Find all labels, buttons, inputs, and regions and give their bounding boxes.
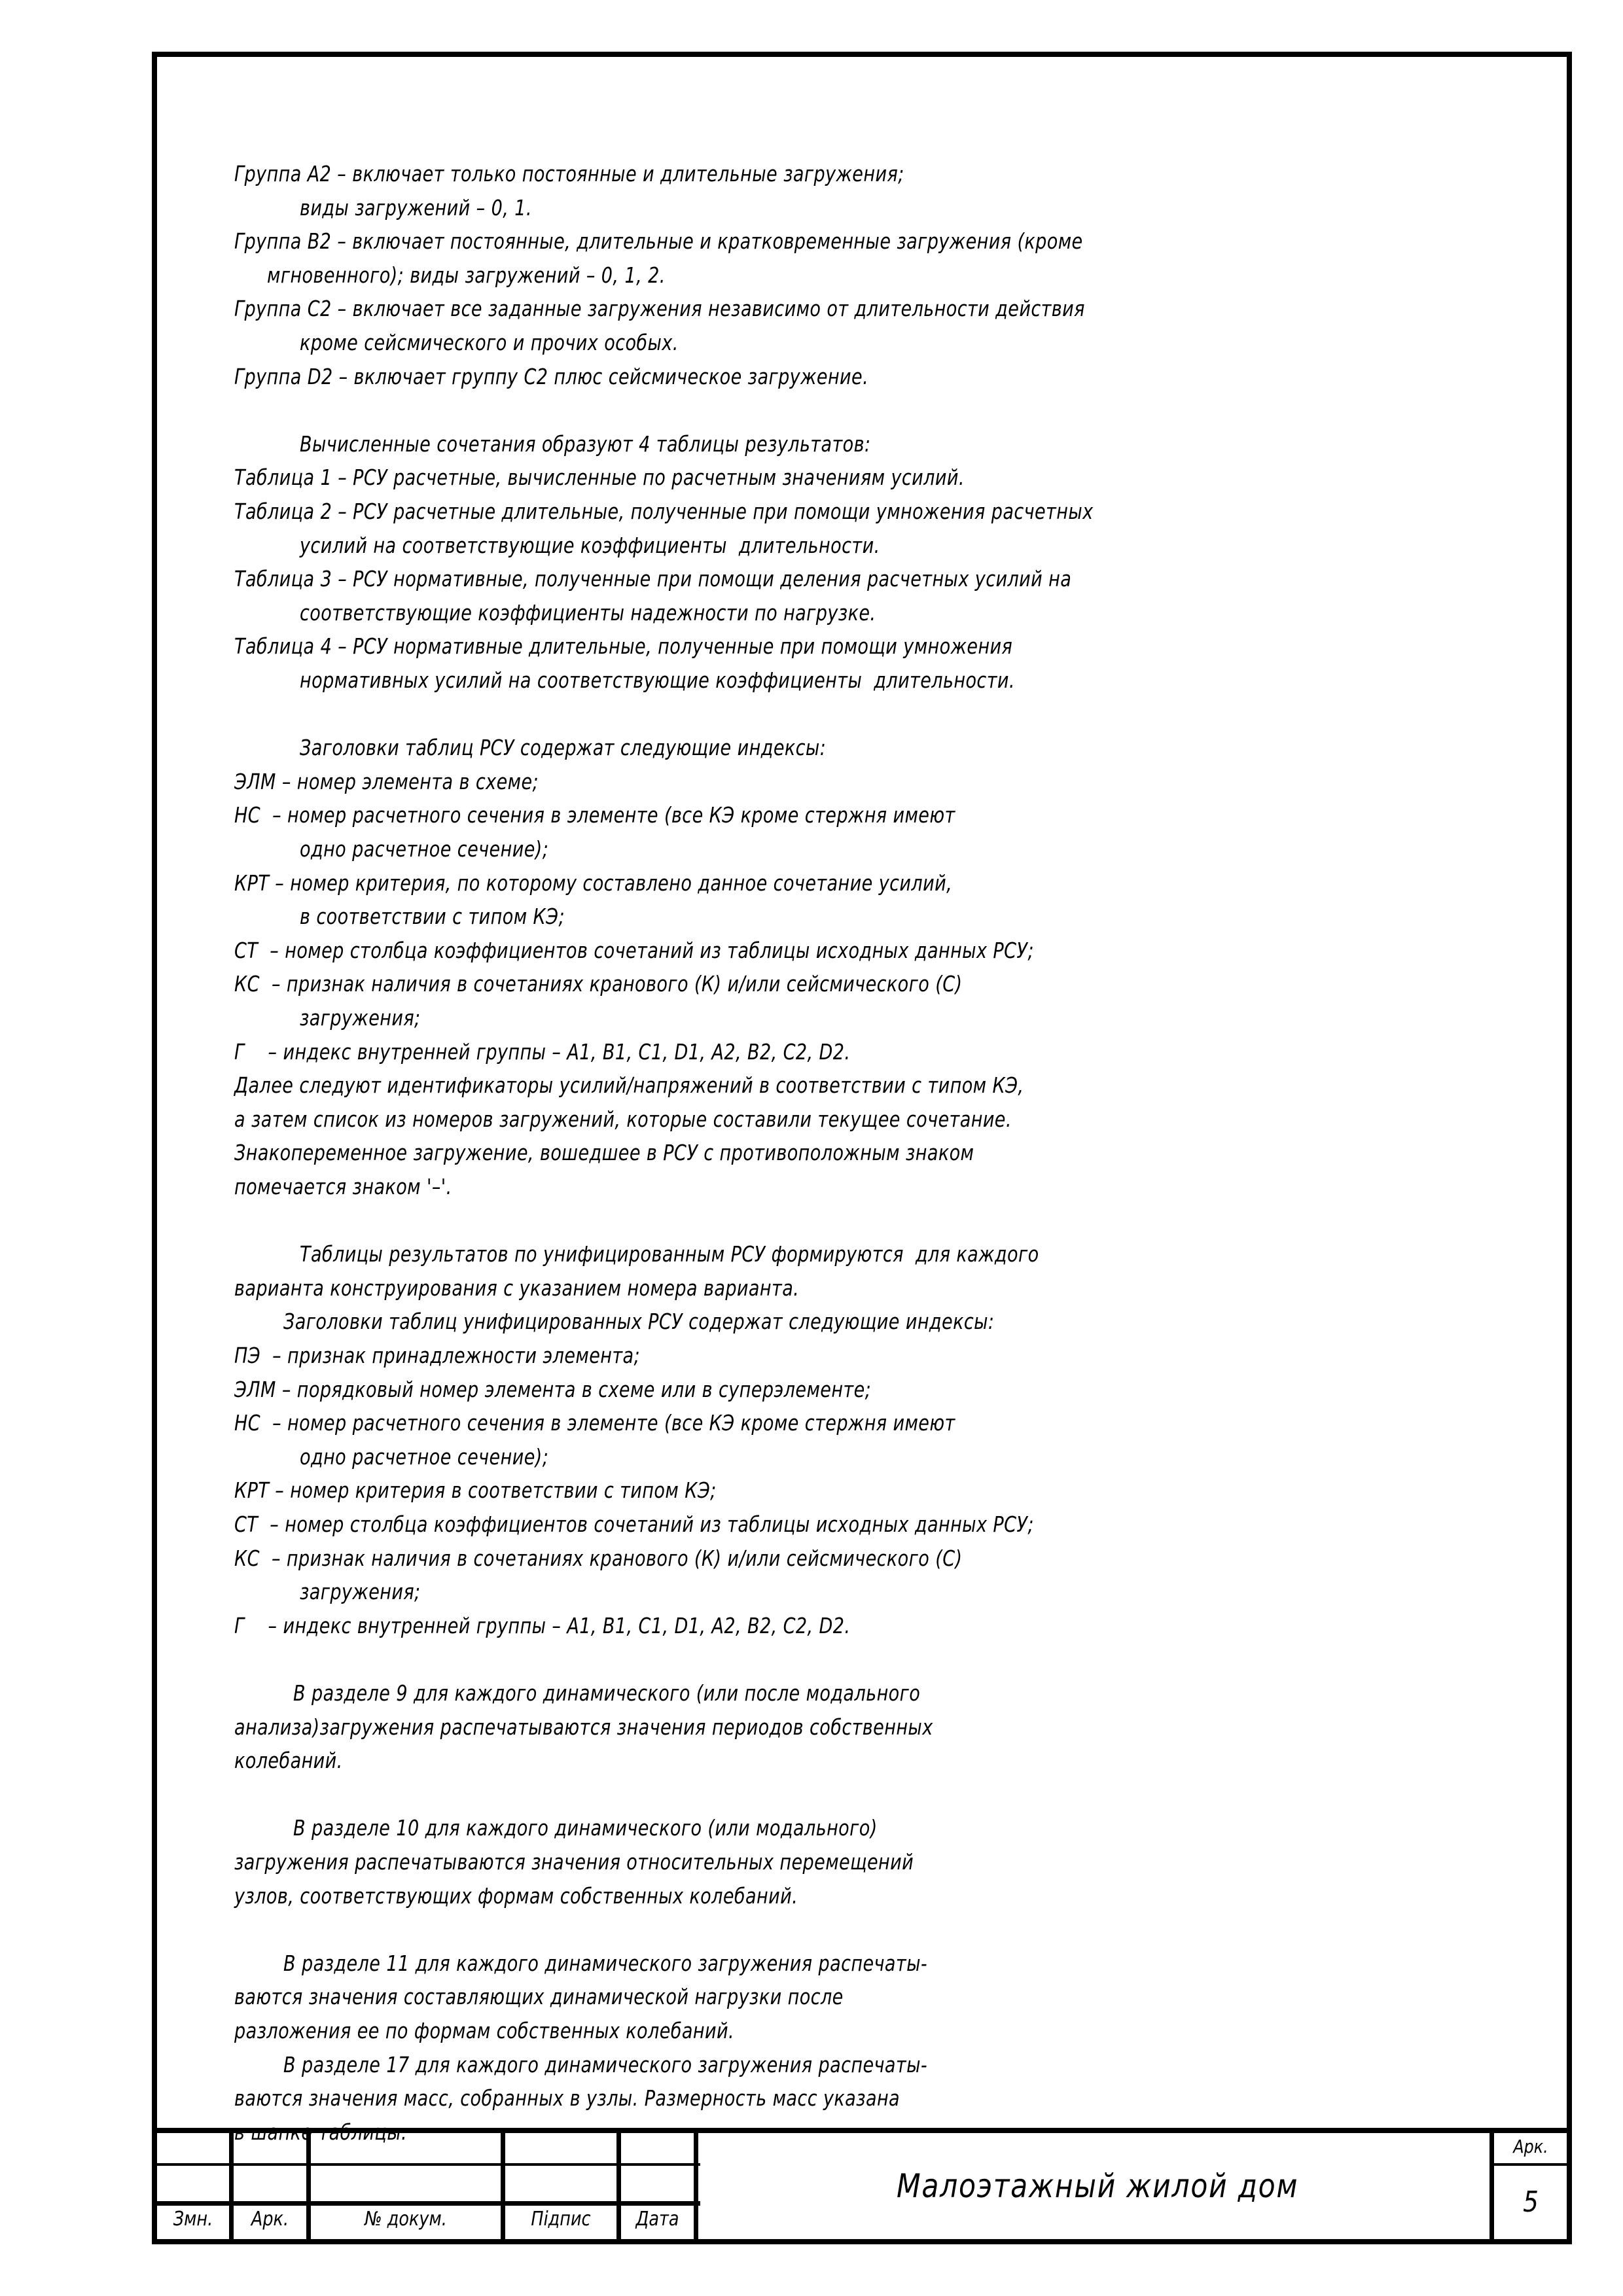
- text-line: ЭЛМ – порядковый номер элемента в схеме или в суперэлементе;: [234, 1376, 872, 1402]
- text-line: НС – номер расчетного сечения в элементе (все КЭ кроме стержня имеют: [234, 802, 955, 828]
- title-block-col-line: [616, 2128, 621, 2243]
- column-label-date: Дата: [635, 2208, 679, 2231]
- text-line: Таблица 4 – РСУ нормативные длительные, полученные при помощи умножения: [234, 633, 1013, 660]
- column-label-signature: Підпис: [531, 2208, 591, 2231]
- column-label-doc-number: № докум.: [365, 2208, 447, 2231]
- text-line: помечается знаком '–'.: [234, 1174, 452, 1199]
- text-line: узлов, соответствующих формам собственных колебаний.: [234, 1882, 798, 1909]
- text-line: Заголовки таблиц РСУ содержат следующие индексы:: [300, 735, 827, 761]
- text-line: загружения распечатываются значения относительных перемещений: [234, 1849, 914, 1875]
- text-line: ваются значения масс, собранных в узлы. Размерность масс указана: [234, 2085, 901, 2111]
- text-line: загружения;: [300, 1005, 421, 1031]
- text-line: В разделе 17 для каждого динамического загружения распечаты-: [283, 2051, 928, 2077]
- text-line: Г – индекс внутренней группы – A1, B1, C1, D1, A2, B2, C2, D2.: [234, 1038, 851, 1065]
- text-line: Далее следуют идентификаторы усилий/напряжений в соответствии с типом КЭ,: [234, 1072, 1024, 1099]
- text-line: КС – признак наличия в сочетаниях кранового (К) и/или сейсмического (С): [234, 971, 963, 997]
- text-line: В разделе 9 для каждого динамического (или после модального: [293, 1680, 921, 1706]
- text-line: Вычисленные сочетания образуют 4 таблицы результатов:: [300, 431, 871, 457]
- text-line: ваются значения составляющих динамической нагрузки после: [234, 1984, 844, 2010]
- text-line: Таблица 1 – РСУ расчетные, вычисленные по расчетным значениям усилий.: [234, 465, 965, 491]
- text-line: одно расчетное сечение);: [300, 1443, 549, 1470]
- text-line: СТ – номер столбца коэффициентов сочетаний из таблицы исходных данных РСУ;: [234, 937, 1034, 963]
- text-line: КС – признак наличия в сочетаниях кранового (К) и/или сейсмического (С): [234, 1545, 963, 1571]
- text-line: а затем список из номеров загружений, которые составили текущее сочетание.: [234, 1106, 1012, 1132]
- text-line: виды загружений – 0, 1.: [300, 194, 532, 221]
- text-line: СТ – номер столбца коэффициентов сочетаний из таблицы исходных данных РСУ;: [234, 1511, 1034, 1537]
- text-line: ПЭ – признак принадлежности элемента;: [234, 1343, 641, 1368]
- document-title: Малоэтажный жилой дом: [897, 2167, 1299, 2205]
- title-block-col-line: [1489, 2128, 1494, 2243]
- text-line: Группа D2 – включает группу C2 плюс сейсмическое загружение.: [234, 363, 869, 389]
- text-line: Группа B2 – включает постоянные, длительные и кратковременные загружения (кроме: [234, 228, 1083, 255]
- text-line: Таблица 2 – РСУ расчетные длительные, полученные при помощи умножения расчетных: [234, 499, 1094, 524]
- text-line: варианта конструирования с указанием номера варианта.: [234, 1275, 800, 1301]
- text-line: анализа)загружения распечатываются значения периодов собственных: [234, 1714, 933, 1740]
- text-line: нормативных усилий на соответствующие коэффициенты длительности.: [300, 667, 1015, 693]
- text-line: соответствующие коэффициенты надежности по нагрузке.: [300, 599, 876, 626]
- title-block-sheet-line: [1492, 2163, 1571, 2166]
- text-line: КРТ – номер критерия, по которому составлено данное сочетание усилий,: [234, 870, 953, 896]
- text-line: одно расчетное сечение);: [300, 836, 549, 862]
- text-line: Группа A2 – включает только постоянные и длительные загружения;: [234, 161, 904, 186]
- text-line: НС – номер расчетного сечения в элементе (все КЭ кроме стержня имеют: [234, 1410, 955, 1436]
- text-line: Группа C2 – включает все заданные загружения независимо от длительности действия: [234, 296, 1085, 322]
- title-block-col-line: [306, 2128, 311, 2243]
- text-line: ЭЛМ – номер элемента в схеме;: [234, 768, 539, 794]
- text-line: Знакопеременное загружение, вошедшее в РСУ с противоположным знаком: [234, 1140, 974, 1166]
- text-line: загружения;: [300, 1579, 421, 1605]
- text-line: В разделе 10 для каждого динамического (или модального): [293, 1815, 878, 1841]
- text-line: Таблица 3 – РСУ нормативные, полученные при помощи деления расчетных усилий на: [234, 566, 1072, 592]
- text-line: Г – индекс внутренней группы – A1, B1, C1, D1, A2, B2, C2, D2.: [234, 1612, 851, 1638]
- text-line: В разделе 11 для каждого динамического загружения распечаты-: [283, 1950, 928, 1976]
- sheet-number: 5: [1523, 2185, 1539, 2219]
- column-label-sheet: Арк.: [251, 2208, 289, 2231]
- title-block-col-line: [229, 2128, 234, 2243]
- text-line: кроме сейсмического и прочих особых.: [300, 330, 679, 355]
- column-label-change: Змн.: [173, 2208, 213, 2231]
- text-line: усилий на соответствующие коэффициенты длительности.: [300, 532, 880, 558]
- title-block-col-line: [501, 2128, 505, 2243]
- text-line: колебаний.: [234, 1748, 343, 1774]
- text-line: разложения ее по формам собственных колебаний.: [234, 2018, 734, 2043]
- title-block-col-line: [694, 2128, 698, 2243]
- text-line: мгновенного); виды загружений – 0, 1, 2.: [267, 262, 666, 288]
- sheet-label: Арк.: [1513, 2136, 1548, 2157]
- text-line: Таблицы результатов по унифицированным РСУ формируются для каждого: [300, 1241, 1039, 1267]
- text-line: КРТ – номер критерия в соответствии с типом КЭ;: [234, 1477, 717, 1504]
- text-line: Заголовки таблиц унифицированных РСУ содержат следующие индексы:: [283, 1309, 995, 1335]
- text-line: в соответствии с типом КЭ;: [300, 904, 565, 930]
- title-block-top-line: [152, 2128, 1572, 2133]
